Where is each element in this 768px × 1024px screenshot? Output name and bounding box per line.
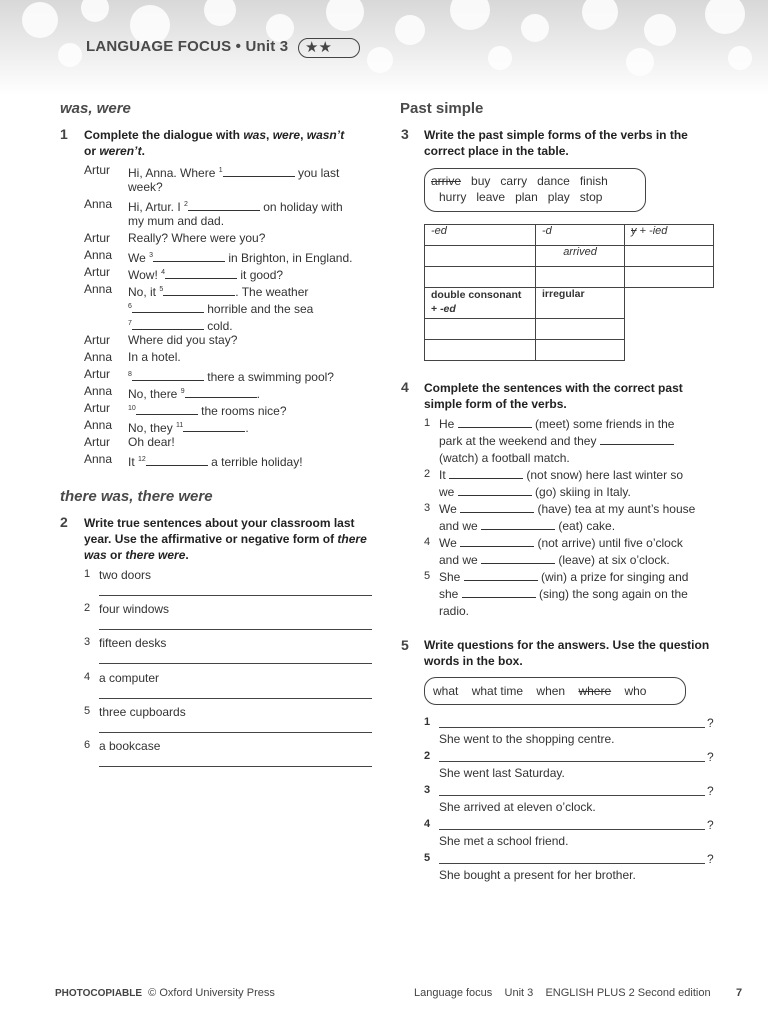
- speaker-name: Anna: [84, 384, 113, 398]
- answer-blank[interactable]: [449, 467, 523, 479]
- dialogue-line: No, it $^5$ . The weather: [128, 285, 309, 299]
- item-number: 2: [84, 602, 91, 615]
- answer-sentence: She met a school friend.: [439, 834, 569, 848]
- answer-blank[interactable]: [132, 318, 204, 330]
- speaker-name: Anna: [84, 452, 113, 466]
- dialogue-line: Hi, Artur. I $^2$ on holiday with: [128, 200, 343, 214]
- dialogue-line: We $^3$ in Brighton, in England.: [128, 251, 353, 265]
- sentence-line: park at the weekend and they: [439, 433, 674, 450]
- verb-word: carry: [500, 174, 528, 188]
- section-heading-past-simple: Past simple: [400, 100, 484, 117]
- answer-line[interactable]: [99, 595, 372, 596]
- answer-blank[interactable]: [146, 454, 208, 466]
- question-answer-line[interactable]: [439, 829, 705, 830]
- item-prompt: two doors: [99, 568, 152, 582]
- sentence-line: we (go) skiing in Italy.: [439, 485, 631, 499]
- question-word: where: [578, 684, 612, 698]
- dialogue-line: In a hotel.: [128, 350, 181, 364]
- question-mark: ?: [707, 716, 714, 730]
- dialogue-line: Wow! $^4$ it good?: [128, 268, 284, 282]
- difficulty-stars: [298, 38, 360, 58]
- answer-blank[interactable]: [458, 416, 532, 428]
- sentence-line: (watch) a football match.: [439, 451, 570, 465]
- item-number: 4: [84, 670, 91, 683]
- speaker-name: Artur: [84, 265, 111, 279]
- item-number: 1: [84, 568, 91, 580]
- page-title: LANGUAGE FOCUS • Unit 3: [86, 38, 289, 55]
- speaker-name: Artur: [84, 401, 111, 415]
- answer-blank[interactable]: [185, 386, 257, 398]
- answer-line[interactable]: [99, 732, 372, 733]
- dialogue-line: $^{10}$ the rooms nice?: [128, 404, 287, 418]
- sentence-line: We (not arrive) until five o’clock: [439, 536, 683, 550]
- dialogue-line: $^7$ cold.: [128, 319, 233, 333]
- answer-blank[interactable]: [183, 420, 245, 432]
- verb-word: play: [547, 190, 570, 204]
- answer-blank[interactable]: [481, 552, 555, 564]
- sentence-line: We (have) tea at my aunt’s house: [439, 502, 696, 516]
- exercise-number: 2: [60, 514, 68, 530]
- item-number: 1: [424, 716, 431, 728]
- answer-blank[interactable]: [600, 433, 674, 445]
- answer-sentence: She bought a present for her brother.: [439, 868, 636, 882]
- speaker-name: Artur: [84, 435, 111, 449]
- dialogue-line: Where did you stay?: [128, 333, 238, 347]
- sentence-line: It (not snow) here last winter so: [439, 468, 684, 482]
- exercise-instruction: Complete the sentences with the correct past simple form of the verbs.: [424, 381, 683, 411]
- answer-blank[interactable]: [153, 250, 225, 262]
- verb-row: [431, 174, 608, 188]
- answer-blank[interactable]: [223, 165, 295, 177]
- answer-blank[interactable]: [163, 284, 235, 296]
- answer-blank[interactable]: [165, 267, 237, 279]
- item-prompt: a bookcase: [99, 739, 161, 753]
- verb-word: stop: [579, 190, 603, 204]
- section-heading-was-were: was, were: [60, 100, 131, 117]
- item-number: 1: [424, 417, 431, 429]
- table-example: arrived: [563, 246, 597, 258]
- table-header: double consonant + -ed: [425, 288, 536, 319]
- dialogue-line: No, they $^{11}$ .: [128, 421, 249, 435]
- question-answer-line[interactable]: [439, 761, 705, 762]
- answer-blank[interactable]: [460, 535, 534, 547]
- item-number: 5: [424, 570, 431, 582]
- verb-word: hurry: [439, 190, 467, 204]
- verb-box: [424, 168, 646, 212]
- dialogue-line: $^8$ there a swimming pool?: [128, 370, 334, 384]
- stars-icon: ★★: [305, 39, 332, 56]
- dialogue-line: $^6$ horrible and the sea: [128, 302, 314, 316]
- speaker-name: Anna: [84, 418, 113, 432]
- table-header: -d: [542, 225, 552, 237]
- item-number: 5: [84, 704, 91, 717]
- answer-blank[interactable]: [462, 586, 536, 598]
- sentence-line: He (meet) some friends in the: [439, 417, 675, 431]
- speaker-name: Artur: [84, 333, 111, 347]
- speaker-name: Anna: [84, 197, 113, 211]
- answer-blank[interactable]: [188, 199, 260, 211]
- speaker-name: Artur: [84, 163, 111, 177]
- verb-word: leave: [476, 190, 506, 204]
- item-number: 5: [424, 852, 431, 864]
- verb-word: finish: [579, 174, 608, 188]
- item-number: 3: [424, 784, 431, 796]
- answer-blank[interactable]: [481, 518, 555, 530]
- dialogue-line: Oh dear!: [128, 435, 175, 449]
- speaker-name: Anna: [84, 350, 113, 364]
- speaker-name: Artur: [84, 367, 111, 381]
- speaker-name: Anna: [84, 248, 113, 262]
- dialogue-line-cont: my mum and dad.: [128, 214, 225, 228]
- speaker-name: Artur: [84, 231, 111, 245]
- verb-word: plan: [515, 190, 538, 204]
- question-word: what time: [471, 684, 524, 698]
- dialogue-line-cont: week?: [128, 180, 163, 194]
- item-number: 2: [424, 468, 431, 480]
- dialogue-line: Hi, Anna. Where $^1$ you last: [128, 166, 340, 180]
- item-prompt: fifteen desks: [99, 636, 167, 651]
- section-heading-there-was: there was, there were: [60, 488, 213, 505]
- answer-blank[interactable]: [136, 403, 198, 415]
- exercise-number: 3: [401, 126, 409, 142]
- item-number: 3: [84, 636, 91, 649]
- sentence-line: radio.: [439, 604, 470, 618]
- answer-blank[interactable]: [464, 569, 538, 581]
- question-mark: ?: [707, 784, 714, 798]
- answer-sentence: She went to the shopping centre.: [439, 732, 615, 746]
- item-number: 3: [424, 502, 431, 514]
- item-number: 4: [424, 536, 431, 548]
- sentence-line: and we (leave) at six o’clock.: [439, 553, 670, 567]
- question-answer-line[interactable]: [439, 795, 705, 796]
- exercise-number: 1: [60, 126, 68, 142]
- footer-course: Language focus Unit 3 ENGLISH PLUS 2 Second edition: [414, 987, 711, 999]
- exercise-instruction: Complete the dialogue with was, were, wasn’t or weren’t.: [84, 128, 345, 158]
- answer-sentence: She went last Saturday.: [439, 766, 565, 780]
- dialogue-line: It $^{12}$ a terrible holiday!: [128, 455, 303, 469]
- exercise-instruction: Write true sentences about your classroom last year. Use the affirmative or negative form of there was or there were.: [84, 516, 367, 562]
- item-prompt: a computer: [99, 670, 160, 685]
- question-word: who: [624, 684, 647, 698]
- question-mark: ?: [707, 818, 714, 832]
- question-answer-line[interactable]: [439, 863, 705, 864]
- question-word-box: [424, 677, 686, 705]
- question-word: when: [536, 684, 566, 698]
- answer-line[interactable]: [99, 698, 372, 699]
- table-header: y + -ied: [631, 225, 668, 237]
- item-prompt: four windows: [99, 602, 170, 617]
- verb-word: dance: [537, 174, 570, 188]
- exercise-instruction: Write the past simple forms of the verbs in the correct place in the table.: [424, 128, 688, 158]
- verb-word: buy: [471, 174, 491, 188]
- exercise-number: 5: [401, 637, 409, 653]
- footer-left: PHOTOCOPIABLE © Oxford University Press: [55, 987, 275, 999]
- speaker-name: Anna: [84, 282, 113, 296]
- verb-table: [424, 224, 714, 361]
- answer-sentence: She arrived at eleven o’clock.: [439, 800, 596, 814]
- sentence-line: and we (eat) cake.: [439, 519, 616, 533]
- answer-blank[interactable]: [458, 484, 532, 496]
- verb-word: arrive: [431, 174, 462, 188]
- question-mark: ?: [707, 852, 714, 866]
- question-words: [433, 684, 646, 698]
- table-header: -ed: [431, 225, 447, 237]
- question-answer-line[interactable]: [439, 727, 705, 728]
- item-number: 6: [84, 739, 91, 751]
- page-number: 7: [736, 987, 743, 999]
- sentence-line: She (win) a prize for singing and: [439, 570, 689, 584]
- verb-row: [439, 190, 602, 204]
- item-number: 4: [424, 818, 431, 830]
- sentence-line: she (sing) the song again on the: [439, 587, 688, 601]
- question-mark: ?: [707, 750, 714, 764]
- item-number: 2: [424, 750, 431, 762]
- answer-line[interactable]: [99, 629, 372, 630]
- exercise-number: 4: [401, 379, 409, 395]
- dialogue-line: Really? Where were you?: [128, 231, 266, 245]
- answer-blank[interactable]: [132, 301, 204, 313]
- answer-line[interactable]: [99, 663, 372, 664]
- question-word: what: [433, 684, 459, 698]
- answer-blank[interactable]: [132, 369, 204, 381]
- table-header: irregular: [536, 288, 625, 319]
- answer-blank[interactable]: [460, 501, 534, 513]
- item-prompt: three cupboards: [99, 704, 186, 719]
- exercise-instruction: Write questions for the answers. Use the question words in the box.: [424, 638, 710, 668]
- dialogue-line: No, there $^9$ .: [128, 387, 260, 401]
- answer-line[interactable]: [99, 766, 372, 767]
